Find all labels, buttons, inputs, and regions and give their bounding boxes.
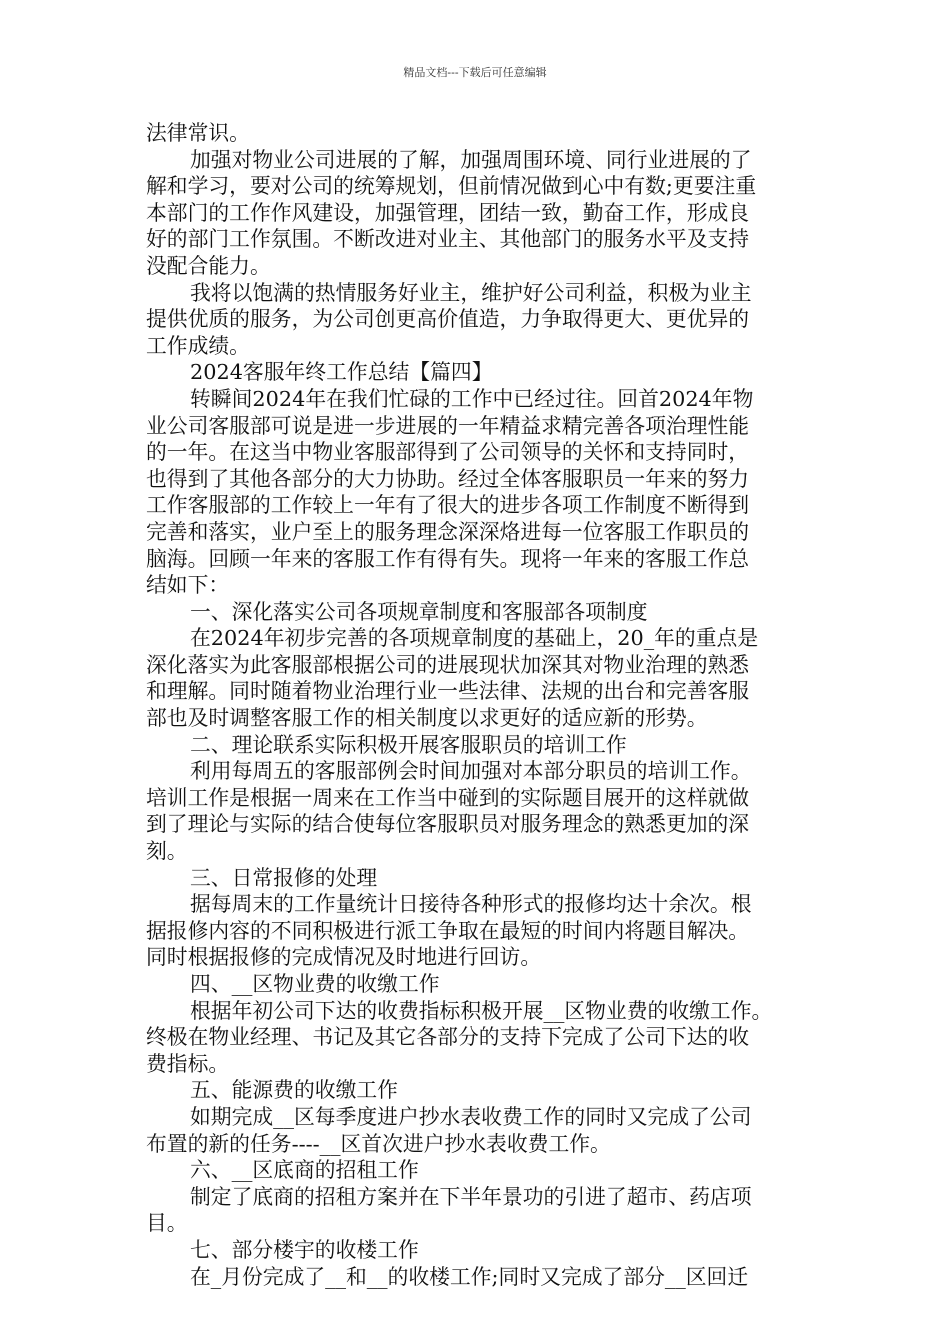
text-line: 也得到了其他各部分的大力协助。经过全体客服职员一年来的努力 <box>146 466 750 491</box>
text-line: 业公司客服部可说是进一步进展的一年精益求精完善各项治理性能 <box>146 413 750 438</box>
text-line: 工作客服部的工作较上一年有了很大的进步各项工作制度不断得到 <box>146 493 750 518</box>
text-line: 五、能源费的收缴工作 <box>190 1078 398 1103</box>
text-line: 在_月份完成了__和__的收楼工作;同时又完成了部分__区回迁 <box>190 1264 749 1289</box>
text-line: 费指标。 <box>146 1051 230 1076</box>
text-line: 2024客服年终工作总结【篇四】 <box>190 360 493 385</box>
text-line: 我将以饱满的热情服务好业主，维护好公司利益，积极为业主 <box>190 280 752 305</box>
text-line: 终极在物业经理、书记及其它各部分的支持下完成了公司下达的收 <box>146 1025 750 1050</box>
text-line: 六、__区底商的招租工作 <box>190 1158 419 1183</box>
text-line: 的一年。在这当中物业客服部得到了公司领导的关怀和支持同时， <box>146 440 750 465</box>
text-line: 一、深化落实公司各项规章制度和客服部各项制度 <box>190 599 648 624</box>
text-line: 同时根据报修的完成情况及时地进行回访。 <box>146 945 542 970</box>
text-line: 利用每周五的客服部例会时间加强对本部分职员的培训工作。 <box>190 759 752 784</box>
text-line: 深化落实为此客服部根据公司的进展现状加深其对物业治理的熟悉 <box>146 652 750 677</box>
text-line: 据报修内容的不同积极进行派工争取在最短的时间内将题目解决。 <box>146 918 750 943</box>
text-line: 刻。 <box>146 839 188 864</box>
text-line: 培训工作是根据一周来在工作当中碰到的实际题目展开的这样就做 <box>146 785 750 810</box>
text-line: 据每周末的工作量统计日接待各种形式的报修均达十余次。根 <box>190 892 752 917</box>
text-line: 好的部门工作氛围。不断改进对业主、其他部门的服务水平及支持 <box>146 227 750 252</box>
text-line: 如期完成__区每季度进户抄水表收费工作的同时又完成了公司 <box>190 1104 752 1129</box>
text-line: 部也及时调整客服工作的相关制度以求更好的适应新的形势。 <box>146 706 708 731</box>
text-line: 转瞬间2024年在我们忙碌的工作中已经过往。回首2024年物 <box>190 386 754 411</box>
text-line: 三、日常报修的处理 <box>190 865 378 890</box>
text-line: 完善和落实，业户至上的服务理念深深烙进每一位客服工作职员的 <box>146 519 750 544</box>
text-line: 工作成绩。 <box>146 333 250 358</box>
text-line: 和理解。同时随着物业治理行业一些法律、法规的出台和完善客服 <box>146 679 750 704</box>
text-line: 在2024年初步完善的各项规章制度的基础上，20_年的重点是 <box>190 626 759 651</box>
text-line: 目。 <box>146 1211 188 1236</box>
text-line: 结如下： <box>146 573 230 598</box>
text-line: 脑海。回顾一年来的客服工作有得有失。现将一年来的客服工作总 <box>146 546 750 571</box>
text-line: 加强对物业公司进展的了解，加强周围环境、同行业进展的了 <box>190 147 752 172</box>
text-line: 根据年初公司下达的收费指标积极开展__区物业费的收缴工作。 <box>190 998 773 1023</box>
text-line: 二、理论联系实际积极开展客服职员的培训工作 <box>190 732 627 757</box>
text-line: 本部门的工作作风建设，加强管理，团结一致，勤奋工作，形成良 <box>146 200 750 225</box>
text-line: 提供优质的服务，为公司创更高价值造，力争取得更大、更优异的 <box>146 307 750 332</box>
text-line: 法律常识。 <box>146 121 250 145</box>
text-line: 没配合能力。 <box>146 253 271 278</box>
text-line: 到了理论与实际的结合使每位客服职员对服务理念的熟悉更加的深 <box>146 812 750 837</box>
text-line: 布置的新的任务----__区首次进户抄水表收费工作。 <box>146 1131 611 1156</box>
document-body <box>146 120 818 1290</box>
text-line: 七、部分楼宇的收楼工作 <box>190 1237 419 1262</box>
text-line: 制定了底商的招租方案并在下半年景功的引进了超市、药店项 <box>190 1184 752 1209</box>
text-line: 四、__区物业费的收缴工作 <box>190 972 440 996</box>
page-header: 精品文档---下载后可任意编辑 <box>403 66 547 79</box>
text-line: 解和学习，要对公司的统筹规划，但前情况做到心中有数;更要注重 <box>146 174 757 199</box>
